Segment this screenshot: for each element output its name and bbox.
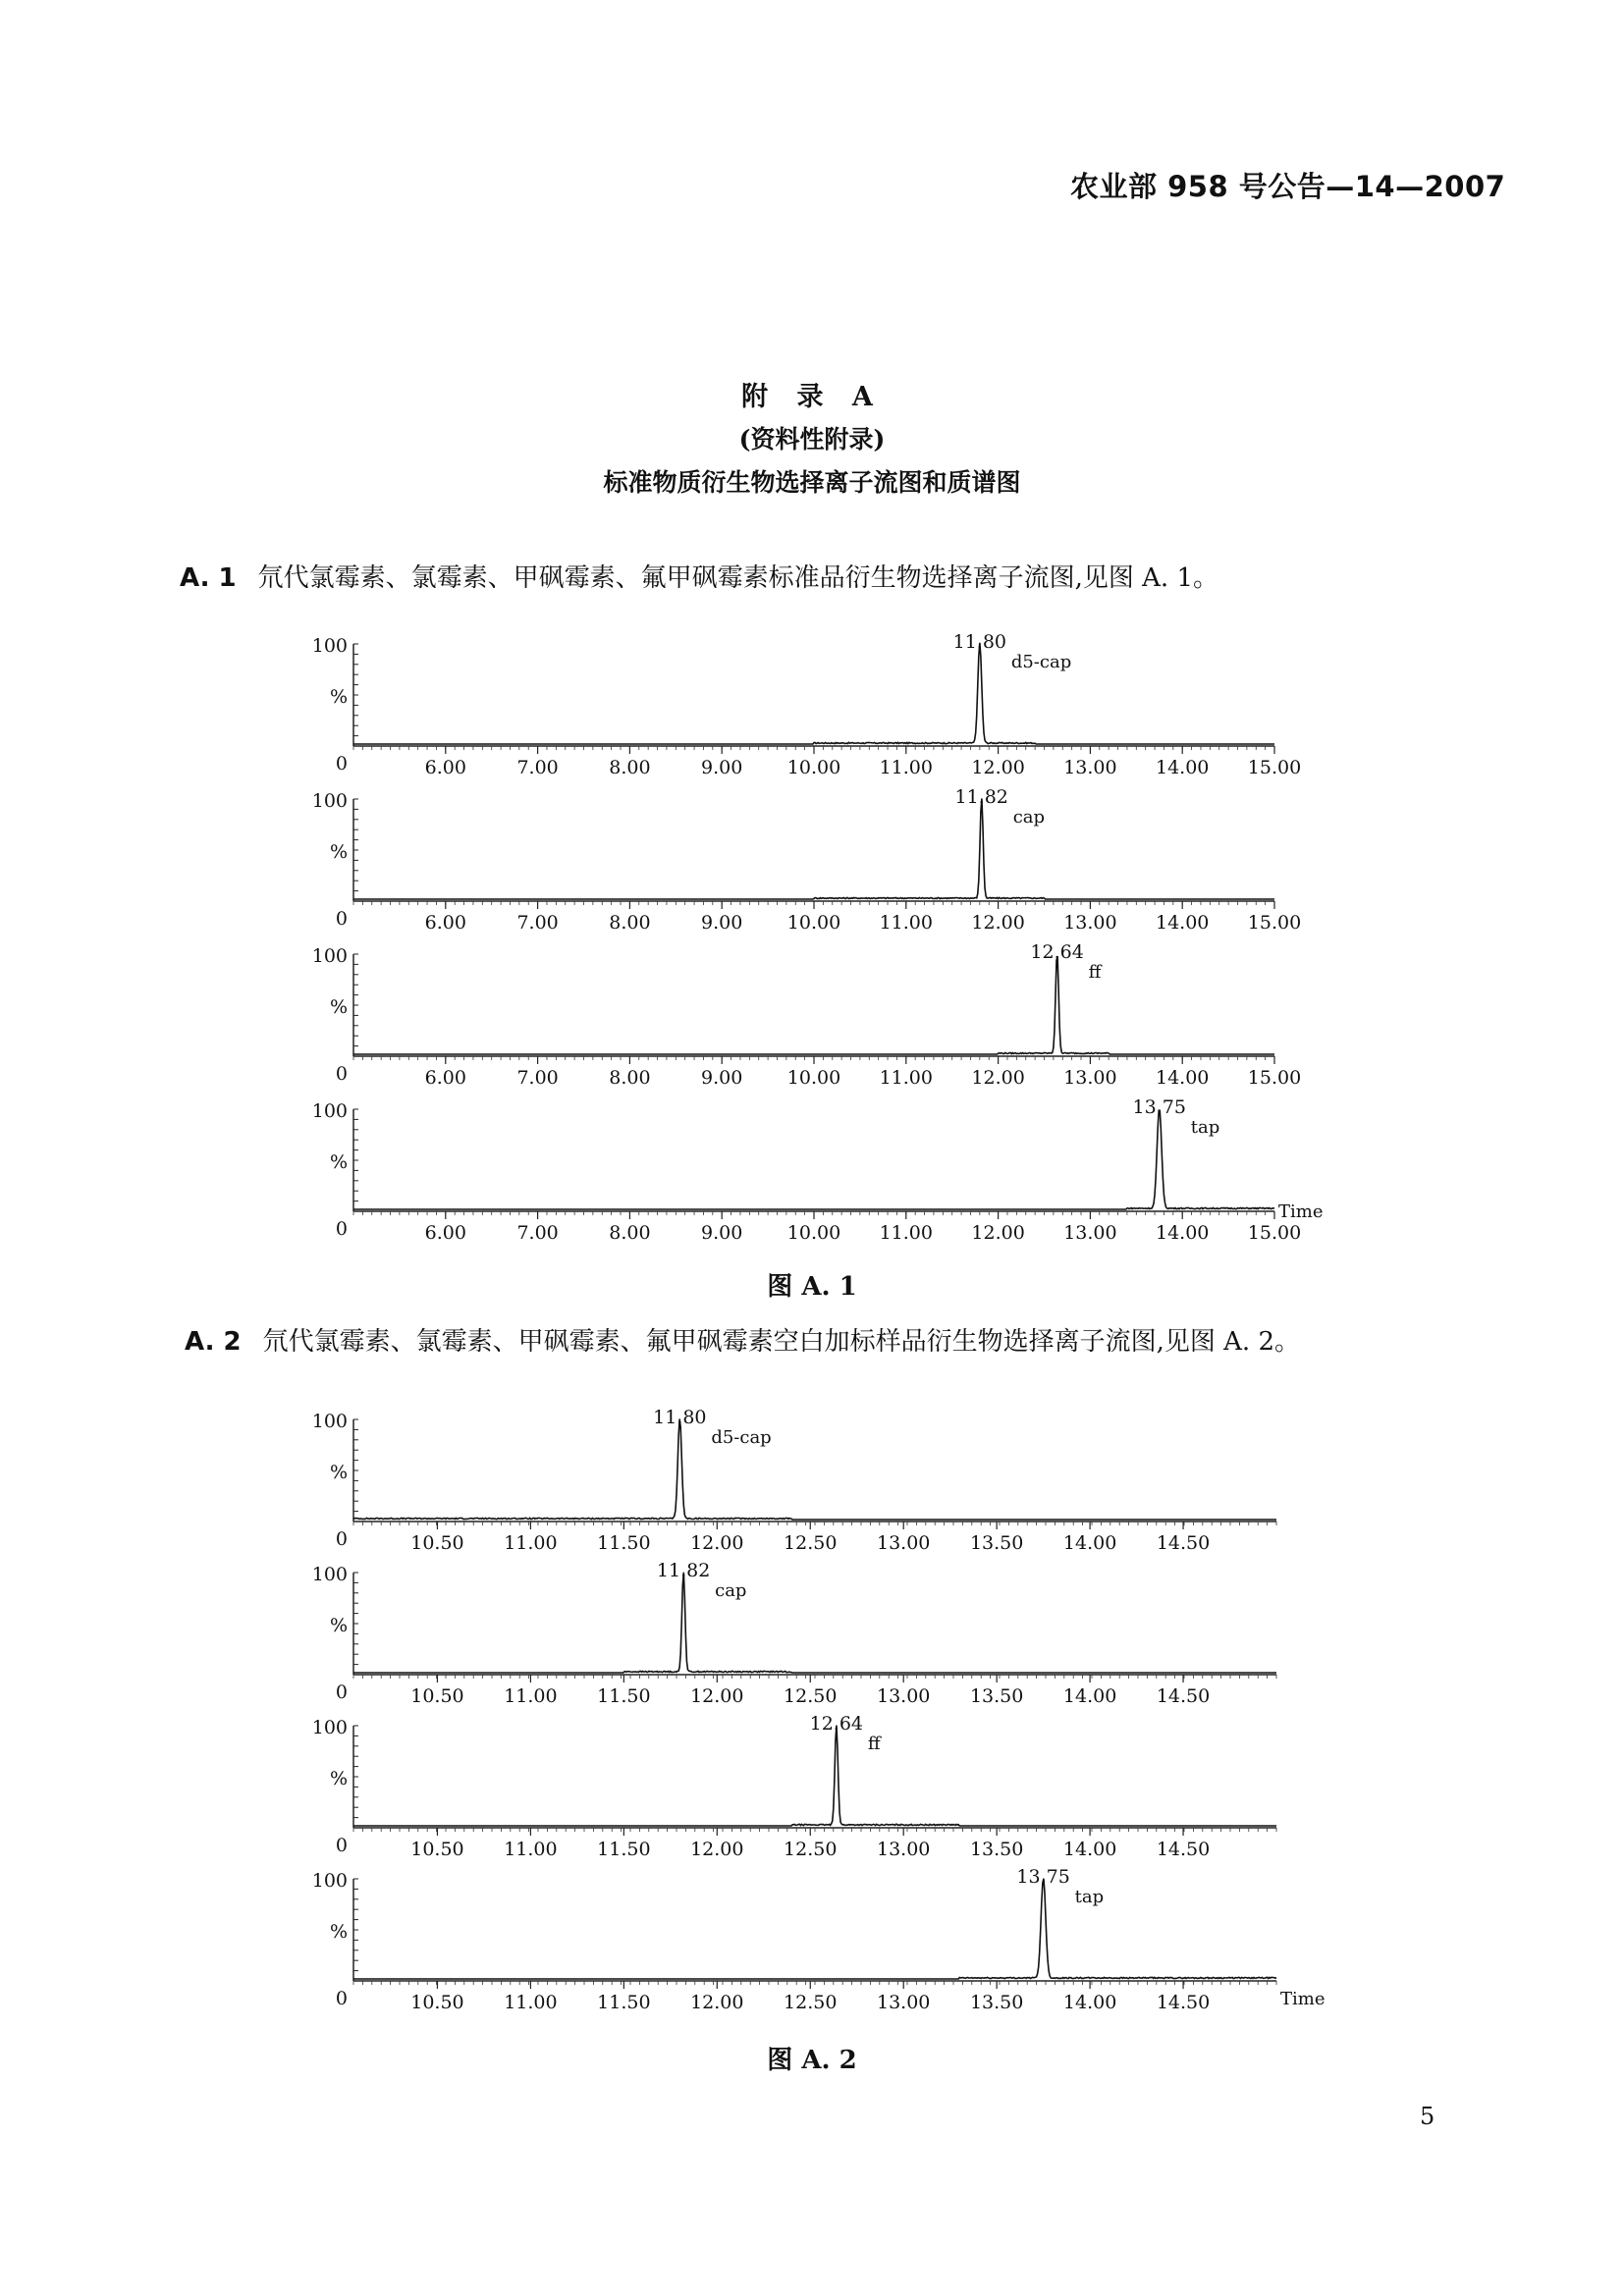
section-a1-number: A. 1 xyxy=(180,563,237,593)
figure-a2-chromatogram xyxy=(295,1404,1326,2022)
fig0-panel-3-x-tick-label: 13.00 xyxy=(1063,1222,1117,1244)
fig1-panel-0-x-tick-label: 13.50 xyxy=(969,1532,1024,1554)
appendix-title: 附 录 A xyxy=(741,382,883,412)
fig0-panel-0-y-label-100: 100 xyxy=(311,635,348,657)
fig1-panel-3-y-label-100: 100 xyxy=(311,1870,348,1892)
fig0-panel-0-x-tick-label: 14.00 xyxy=(1155,757,1210,778)
fig1-panel-3-trace-tap xyxy=(353,1879,1276,1979)
fig0-panel-1-peak-label: 11.82 xyxy=(954,786,1008,808)
fig1-panel-2-trace-ff xyxy=(353,1726,1276,1826)
page-number: 5 xyxy=(1420,2103,1435,2130)
fig1-panel-3-x-tick-label: 12.00 xyxy=(690,1992,744,2013)
fig0-panel-1-x-tick-label: 12.00 xyxy=(971,912,1025,934)
fig0-panel-2-x-tick-label: 12.00 xyxy=(971,1067,1025,1089)
fig0-panel-3-x-tick-label: 14.00 xyxy=(1155,1222,1210,1244)
fig1-panel-0-x-tick-label: 10.50 xyxy=(410,1532,464,1554)
fig0-panel-1-trace-cap xyxy=(353,798,1274,899)
fig1-panel-3 xyxy=(312,1866,1326,2013)
fig0-panel-3-peak-label: 13.75 xyxy=(1132,1096,1186,1118)
fig0-panel-2-x-tick-label: 11.00 xyxy=(879,1067,934,1089)
fig0-panel-0-x-tick-label: 15.00 xyxy=(1247,757,1302,778)
fig1-panel-0-x-tick-label: 11.00 xyxy=(504,1532,558,1554)
fig1-panel-2-x-tick-label: 13.50 xyxy=(969,1839,1024,1860)
fig1-panel-3-x-tick-label: 13.00 xyxy=(876,1992,931,2013)
fig0-panel-2-compound-label: ff xyxy=(1088,962,1102,983)
fig0-panel-1-x-tick-label: 13.00 xyxy=(1063,912,1117,934)
fig0-x-axis-label: Time xyxy=(1278,1201,1324,1222)
fig0-panel-1-y-label-0: 0 xyxy=(335,908,348,930)
fig1-panel-2-x-tick-label: 12.50 xyxy=(784,1839,838,1860)
fig1-panel-0-y-label-0: 0 xyxy=(335,1528,348,1550)
section-a1-text: 氘代氯霉素、氯霉素、甲砜霉素、氟甲砜霉素标准品衍生物选择离子流图,见图 A. 1。 xyxy=(257,563,1219,593)
fig1-panel-2-compound-label: ff xyxy=(867,1734,881,1754)
fig1-panel-3-x-tick-label: 10.50 xyxy=(410,1992,464,2013)
fig1-panel-0-trace-d5-cap xyxy=(353,1419,1276,1521)
fig1-panel-3-y-label-0: 0 xyxy=(335,1988,348,2009)
document-code: 农业部 958 号公告—14—2007 xyxy=(1070,170,1506,203)
fig0-panel-3-x-tick-label: 9.00 xyxy=(701,1222,743,1244)
fig1-panel-1-compound-label: cap xyxy=(715,1580,747,1601)
fig0-panel-2-x-tick-label: 8.00 xyxy=(609,1067,651,1089)
fig0-panel-0-x-tick-label: 12.00 xyxy=(971,757,1025,778)
fig1-panel-1-x-tick-label: 13.00 xyxy=(876,1685,931,1707)
figure-a2-caption: 图 A. 2 xyxy=(767,2046,857,2075)
fig0-panel-2-x-tick-label: 13.00 xyxy=(1063,1067,1117,1089)
fig1-panel-0 xyxy=(312,1407,1276,1554)
fig1-panel-1-y-label-0: 0 xyxy=(335,1682,348,1703)
fig1-x-axis-label: Time xyxy=(1280,1989,1326,2009)
fig0-panel-1 xyxy=(312,786,1301,934)
fig0-panel-1-x-tick-label: 10.00 xyxy=(786,912,841,934)
fig1-panel-2-peak-label: 12.64 xyxy=(809,1713,864,1735)
fig1-panel-1-x-tick-label: 13.50 xyxy=(969,1685,1024,1707)
fig1-panel-0-x-tick-label: 12.50 xyxy=(784,1532,838,1554)
fig0-panel-1-x-tick-label: 14.00 xyxy=(1155,912,1210,934)
fig0-panel-3-x-tick-label: 11.00 xyxy=(879,1222,934,1244)
fig0-panel-3-x-tick-label: 12.00 xyxy=(971,1222,1025,1244)
fig1-panel-1-x-tick-label: 14.50 xyxy=(1156,1685,1211,1707)
fig1-panel-2-y-label-0: 0 xyxy=(335,1835,348,1856)
fig1-panel-1-y-label-100: 100 xyxy=(311,1564,348,1585)
fig0-panel-1-x-tick-label: 8.00 xyxy=(609,912,651,934)
fig1-panel-0-y-label-100: 100 xyxy=(311,1411,348,1432)
fig1-panel-0-x-tick-label: 12.00 xyxy=(690,1532,744,1554)
fig0-panel-1-y-label-percent: % xyxy=(329,841,348,863)
fig1-panel-0-compound-label: d5-cap xyxy=(711,1427,772,1448)
fig1-panel-2-x-tick-label: 12.00 xyxy=(690,1839,744,1860)
fig0-panel-2-x-tick-label: 7.00 xyxy=(516,1067,559,1089)
fig1-panel-0-x-tick-label: 14.00 xyxy=(1062,1532,1117,1554)
fig0-panel-1-x-tick-label: 15.00 xyxy=(1247,912,1302,934)
fig0-panel-3-y-label-0: 0 xyxy=(335,1218,348,1240)
figure-a1-chromatogram xyxy=(295,628,1326,1256)
fig0-panel-2-y-label-100: 100 xyxy=(311,945,348,967)
fig1-panel-1-x-tick-label: 11.00 xyxy=(504,1685,558,1707)
fig1-panel-1-x-tick-label: 11.50 xyxy=(597,1685,651,1707)
fig0-panel-0-trace-d5-cap xyxy=(353,643,1274,744)
fig0-panel-0-x-tick-label: 11.00 xyxy=(879,757,934,778)
fig0-panel-1-x-tick-label: 6.00 xyxy=(424,912,466,934)
fig1-panel-1-y-label-percent: % xyxy=(329,1615,348,1636)
fig1-panel-3-x-tick-label: 11.50 xyxy=(597,1992,651,2013)
fig0-panel-3-x-tick-label: 10.00 xyxy=(786,1222,841,1244)
appendix-heading: 标准物质衍生物选择离子流图和质谱图 xyxy=(603,468,1021,497)
section-a2 xyxy=(185,1321,1300,1358)
fig0-panel-3-x-tick-label: 8.00 xyxy=(609,1222,651,1244)
fig0-panel-3-trace-tap xyxy=(353,1110,1274,1209)
fig0-panel-3-x-tick-label: 15.00 xyxy=(1247,1222,1302,1244)
fig1-panel-1-x-tick-label: 12.00 xyxy=(690,1685,744,1707)
section-a1 xyxy=(180,558,1218,594)
fig1-panel-3-x-tick-label: 14.00 xyxy=(1062,1992,1117,2013)
fig0-panel-1-x-tick-label: 9.00 xyxy=(701,912,743,934)
fig0-panel-3-y-label-percent: % xyxy=(329,1151,348,1173)
fig1-panel-3-compound-label: tap xyxy=(1074,1887,1105,1907)
fig1-panel-2-x-tick-label: 11.00 xyxy=(504,1839,558,1860)
figure-a1-caption: 图 A. 1 xyxy=(767,1272,857,1302)
fig0-panel-1-x-tick-label: 7.00 xyxy=(516,912,559,934)
fig0-panel-2-x-tick-label: 6.00 xyxy=(424,1067,466,1089)
fig1-panel-1-x-tick-label: 14.00 xyxy=(1062,1685,1117,1707)
fig0-panel-0-x-tick-label: 7.00 xyxy=(516,757,559,778)
fig0-panel-2-x-tick-label: 14.00 xyxy=(1155,1067,1210,1089)
fig1-panel-3-peak-label: 13.75 xyxy=(1016,1866,1070,1888)
fig0-panel-0-peak-label: 11.80 xyxy=(952,631,1007,653)
fig0-panel-1-compound-label: cap xyxy=(1012,807,1046,828)
fig0-panel-3-y-label-100: 100 xyxy=(311,1100,348,1122)
fig0-panel-3 xyxy=(312,1096,1324,1244)
fig1-panel-0-x-tick-label: 13.00 xyxy=(876,1532,931,1554)
fig1-panel-0-x-tick-label: 14.50 xyxy=(1156,1532,1211,1554)
fig0-panel-0-x-tick-label: 10.00 xyxy=(786,757,841,778)
fig0-panel-0-x-tick-label: 6.00 xyxy=(424,757,466,778)
fig0-panel-2-y-label-0: 0 xyxy=(335,1063,348,1085)
fig1-panel-0-y-label-percent: % xyxy=(329,1462,348,1483)
fig0-panel-3-x-tick-label: 7.00 xyxy=(516,1222,559,1244)
fig0-panel-2-peak-label: 12.64 xyxy=(1030,941,1084,963)
fig1-panel-3-x-tick-label: 12.50 xyxy=(784,1992,838,2013)
fig0-panel-0-y-label-0: 0 xyxy=(335,753,348,774)
fig0-panel-2 xyxy=(312,941,1301,1089)
fig1-panel-2 xyxy=(312,1713,1276,1860)
fig0-panel-2-x-tick-label: 9.00 xyxy=(701,1067,743,1089)
fig1-panel-0-x-tick-label: 11.50 xyxy=(597,1532,651,1554)
fig1-panel-2-x-tick-label: 14.00 xyxy=(1062,1839,1117,1860)
fig0-panel-2-y-label-percent: % xyxy=(329,996,348,1018)
fig1-panel-1-x-tick-label: 10.50 xyxy=(410,1685,464,1707)
fig0-panel-2-x-tick-label: 10.00 xyxy=(786,1067,841,1089)
fig0-panel-0-x-tick-label: 8.00 xyxy=(609,757,651,778)
fig0-panel-2-trace-ff xyxy=(353,956,1274,1054)
fig1-panel-3-x-tick-label: 14.50 xyxy=(1156,1992,1211,2013)
fig0-panel-1-x-tick-label: 11.00 xyxy=(879,912,934,934)
fig1-panel-1 xyxy=(312,1560,1276,1707)
fig0-panel-0 xyxy=(312,631,1301,778)
fig0-panel-0-compound-label: d5-cap xyxy=(1010,652,1072,672)
fig1-panel-2-y-label-percent: % xyxy=(329,1768,348,1789)
fig1-panel-3-x-tick-label: 11.00 xyxy=(504,1992,558,2013)
fig0-panel-3-x-tick-label: 6.00 xyxy=(424,1222,466,1244)
section-a2-number: A. 2 xyxy=(185,1327,242,1357)
fig1-panel-2-x-tick-label: 11.50 xyxy=(597,1839,651,1860)
fig0-panel-3-compound-label: tap xyxy=(1190,1117,1220,1138)
fig1-panel-2-y-label-100: 100 xyxy=(311,1717,348,1738)
fig0-panel-2-x-tick-label: 15.00 xyxy=(1247,1067,1302,1089)
fig1-panel-0-peak-label: 11.80 xyxy=(653,1407,707,1428)
fig1-panel-2-x-tick-label: 13.00 xyxy=(876,1839,931,1860)
fig1-panel-1-x-tick-label: 12.50 xyxy=(784,1685,838,1707)
fig1-panel-2-x-tick-label: 14.50 xyxy=(1156,1839,1211,1860)
fig1-panel-3-y-label-percent: % xyxy=(329,1921,348,1943)
fig0-panel-0-y-label-percent: % xyxy=(329,686,348,708)
fig0-panel-0-x-tick-label: 9.00 xyxy=(701,757,743,778)
fig1-panel-1-peak-label: 11.82 xyxy=(656,1560,711,1581)
fig1-panel-3-x-tick-label: 13.50 xyxy=(969,1992,1024,2013)
appendix-subtitle: (资料性附录) xyxy=(738,425,886,454)
fig0-panel-0-x-tick-label: 13.00 xyxy=(1063,757,1117,778)
fig1-panel-1-trace-cap xyxy=(353,1573,1276,1673)
section-a2-text: 氘代氯霉素、氯霉素、甲砜霉素、氟甲砜霉素空白加标样品衍生物选择离子流图,见图 A. 2。 xyxy=(262,1327,1301,1357)
fig0-panel-1-y-label-100: 100 xyxy=(311,790,348,812)
fig1-panel-2-x-tick-label: 10.50 xyxy=(410,1839,464,1860)
